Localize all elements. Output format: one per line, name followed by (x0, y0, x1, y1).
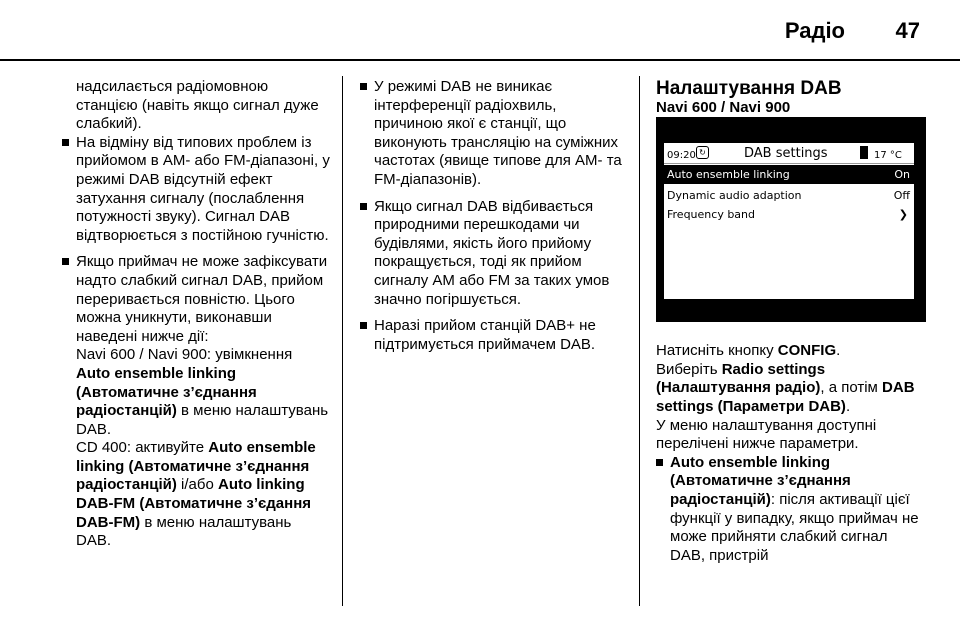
bullet-auto-ensemble: Auto ensemble linking (Автоматичне з’єднання радіостанцій): після активації цієї функції у випадку, якщо приймач не може прийняти слабкий сигнал DAB, пристрій (656, 454, 926, 566)
phone-icon (860, 146, 868, 159)
screen-temperature: 17 °C (874, 150, 902, 162)
cd400-instruction: CD 400: активуйте Auto ensemble linking (Автоматичне з’єднання радіостанцій) і/або Auto linking DAB-FM (Автоматичне з’єдання DAB-FM) в меню налаштувань DAB. (76, 439, 316, 550)
setting-row-frequency-band: Frequency band ❯ (664, 205, 914, 224)
screen-panel (664, 143, 914, 299)
page-number: 47 (895, 18, 920, 43)
screen-status-bar (664, 143, 914, 164)
section-title: Налаштування DAB (656, 78, 842, 99)
bullet-fade: На відміну від типових проблем із прийомом в АМ- або FM-діапазоні, у режимі DAB відсутній ефект затухання сигналу (послаблення потужності звуку). Сигнал DAB відтворюється з постійною гучністю. (62, 134, 330, 246)
section-subtitle: Navi 600 / Navi 900 (656, 98, 791, 116)
page-header (0, 0, 960, 62)
config-instruction: Натисніть кнопку CONFIG. (656, 342, 841, 360)
screen-time: 09:20 (667, 150, 696, 162)
continued-text: надсилається радіомовною станцією (навіть якщо сигнал дуже слабкий). (76, 78, 319, 133)
column-divider-1 (342, 76, 343, 606)
bullet-reflection: Якщо сигнал DAB відбивається природними перешкодами чи будівлями, якість його прийому покращується, тоді як прийом сигналу AM або FM за таких умов значно погіршується. (360, 198, 628, 310)
header-divider (0, 59, 960, 61)
column-2 (360, 78, 628, 354)
column-1 (62, 78, 330, 551)
menu-options-intro: У меню налаштування доступні перелічені нижче параметри. (656, 416, 877, 453)
screen-title: DAB settings (744, 146, 828, 162)
setting-row-auto-ensemble: Auto ensemble linking On (664, 165, 914, 184)
select-instruction: Виберіть Radio settings (Налаштування радіо), а потім DAB settings (Параметри DAB). (656, 360, 915, 415)
navi-instruction: Navi 600 / Navi 900: увімкнення Auto ensemble linking (Автоматичне з’єднання радіостанцій) в меню налаштувань DAB. (76, 346, 329, 438)
column-3 (656, 80, 926, 565)
column-divider-2 (639, 76, 640, 606)
sync-icon: ↻ (696, 146, 709, 159)
chevron-right-icon: ❯ (898, 208, 908, 222)
bullet-dabplus: Наразі прийом станцій DAB+ не підтримується приймачем DAB. (360, 317, 628, 354)
bullet-interference: У режимі DAB не виникає інтерференції радіохвиль, причиною якої є станції, що виконують трансляцію на суміжних частотах (явище типове для АМ- та FM-діапазонів). (360, 78, 628, 190)
bullet-weak-signal: Якщо приймач не може зафіксувати надто слабкий сигнал DAB, прийом переривається повністю. Цього можна уникнути, виконавши наведені нижче дії: (62, 253, 330, 346)
setting-row-dynamic-audio: Dynamic audio adaption Off (667, 189, 910, 203)
dab-settings-screenshot (656, 117, 926, 322)
page-title: Радіо (784, 18, 845, 43)
